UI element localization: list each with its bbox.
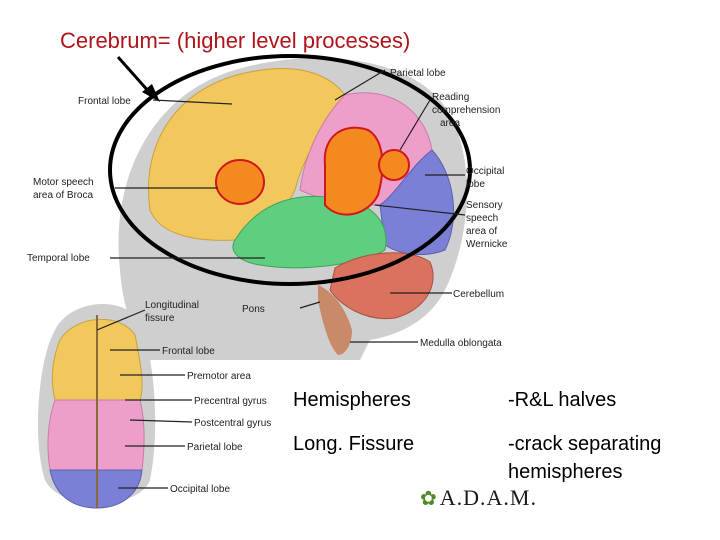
label-temporal-lobe: Temporal lobe xyxy=(27,253,90,264)
note-def-fissure: -crack separating hemispheres xyxy=(508,433,662,483)
note-term-fissure: Long. Fissure xyxy=(293,433,415,455)
broca-area xyxy=(216,160,264,204)
adam-logo xyxy=(420,485,537,511)
label-motor-speech-1: Motor speech xyxy=(33,177,94,188)
label-reading-2: comprehension xyxy=(432,105,501,116)
label-reading-3: area xyxy=(440,118,461,129)
label-occipital-1: Occipital xyxy=(466,166,505,177)
title-arrow xyxy=(118,57,150,93)
label-motor-speech-2: area of Broca xyxy=(33,190,94,201)
label-sensory-3: area of xyxy=(466,226,498,237)
label-longitudinal-2: fissure xyxy=(145,313,175,324)
label-top-frontal: Frontal lobe xyxy=(162,346,215,357)
label-cerebellum: Cerebellum xyxy=(453,289,505,300)
label-top-parietal: Parietal lobe xyxy=(187,442,243,453)
label-occipital-2: lobe xyxy=(466,179,485,190)
label-parietal-lobe: Parietal lobe xyxy=(390,68,446,79)
label-precentral: Precentral gyrus xyxy=(194,396,267,407)
label-sensory-2: speech xyxy=(466,213,499,224)
note-def-hemispheres: -R&L halves xyxy=(508,389,617,411)
logo-text: A.D.A.M. xyxy=(439,485,537,510)
note-term-hemispheres: Hemispheres xyxy=(293,389,411,411)
top-view-brain xyxy=(38,304,155,508)
label-sensory-1: Sensory xyxy=(466,200,503,211)
label-longitudinal-1: Longitudinal xyxy=(145,300,199,311)
wernicke-area xyxy=(325,128,383,215)
label-frontal-lobe: Frontal lobe xyxy=(78,96,131,107)
label-medulla: Medulla oblongata xyxy=(420,338,502,349)
label-postcentral: Postcentral gyrus xyxy=(194,418,272,429)
slide-title: Cerebrum= (higher level processes) xyxy=(60,28,411,53)
reading-area xyxy=(379,150,409,180)
label-pons: Pons xyxy=(242,304,265,315)
label-reading-1: Reading xyxy=(432,92,470,103)
label-top-occipital: Occipital lobe xyxy=(170,484,231,495)
label-sensory-4: Wernicke xyxy=(466,239,508,250)
leaf-icon: ✿ xyxy=(420,486,438,510)
label-premotor: Premotor area xyxy=(187,371,251,382)
